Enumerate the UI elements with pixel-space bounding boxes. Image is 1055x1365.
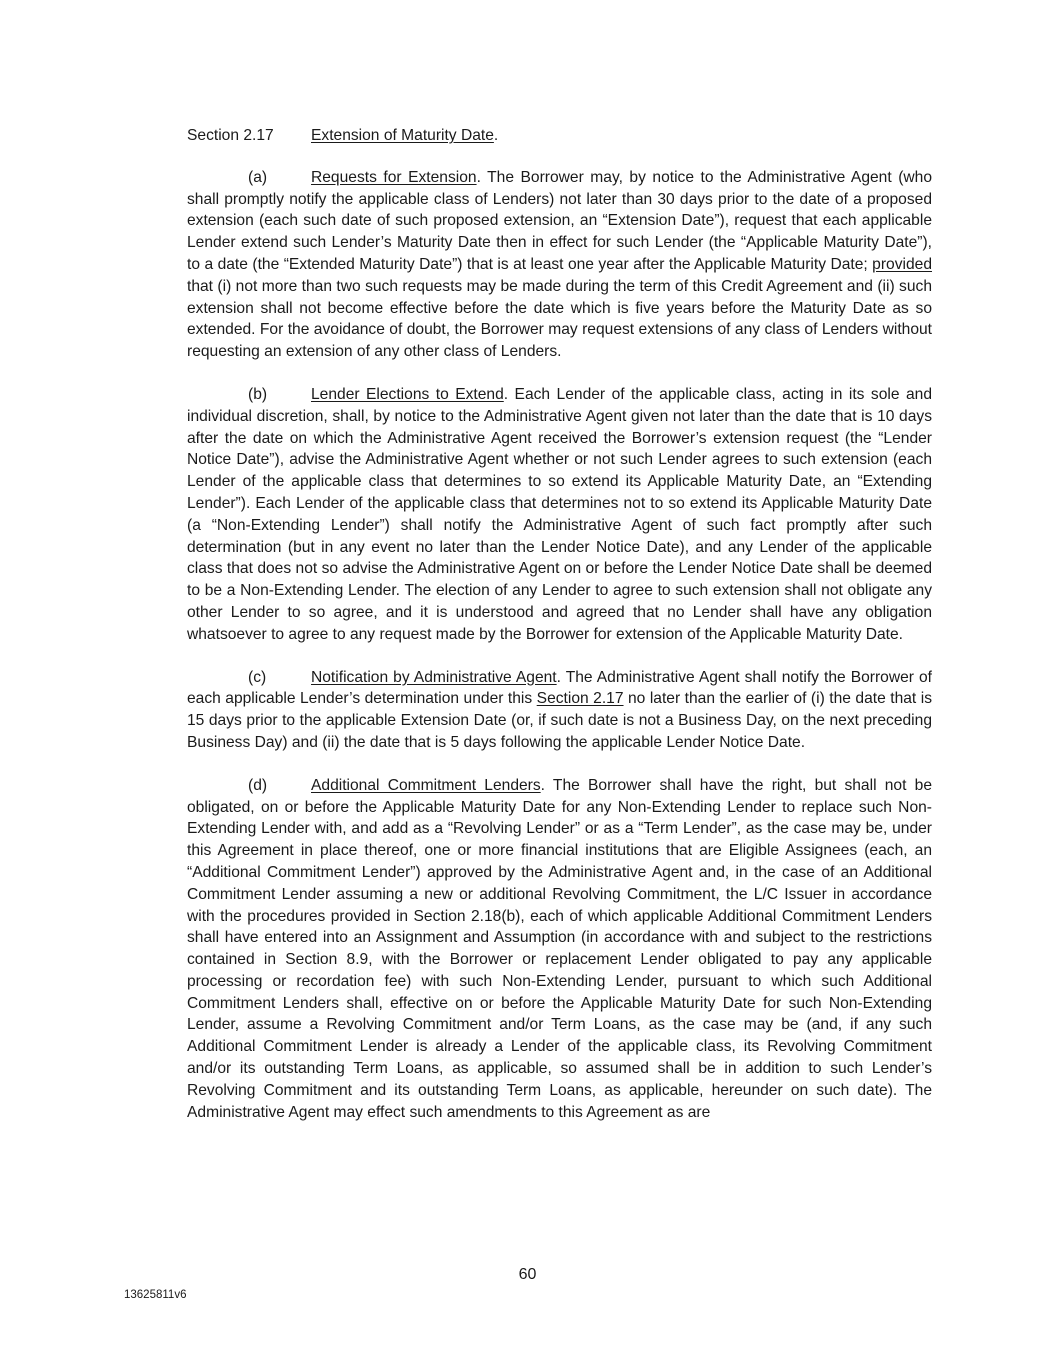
document-id: 13625811v6 <box>124 1289 187 1301</box>
paragraph-heading: Requests for Extension <box>311 168 477 186</box>
section-cross-reference: Section 2.17 <box>536 690 624 708</box>
paragraph-b <box>187 384 932 646</box>
paragraph-label: (a) <box>248 168 268 186</box>
section-title: Extension of Maturity Date <box>311 127 494 144</box>
page-number: 60 <box>518 1266 537 1283</box>
paragraph-text: . Each Lender of the applicable class, acting in its sole and individual discretion, shall, by notice to the Administrative Agent given not later than the date that is 10 days after the date on which the Administrative Agent received the Borrower’s extension request (the “Lender Notice Date”), advise the Administrative Agent whether or not such Lender agrees to such extension (each Lender of the applicable class that determines to so extend its Applicable Maturity Date, an “Extending Lender”). Each Lender of the applicable class that determines not to so extend its Applicable Maturity Date (a “Non-Extending Lender”) shall notify the Administrative Agent of such fact promptly after such determination (but in any event no later than the Lender Notice Date), and any Lender of the applicable class that does not so advise the Administrative Agent on or before the Lender Notice Date shall be deemed to be a Non-Extending Lender. The election of any Lender to agree to such extension shall not obligate any other Lender to so agree, and it is understood and agreed that no Lender shall have any obligation whatsoever to agree to any request made by the Borrower for extension of the Applicable Maturity Date. <box>187 385 932 643</box>
paragraph-heading: Additional Commitment Lenders <box>311 776 541 794</box>
paragraph-label: (b) <box>248 385 268 403</box>
section-heading <box>187 125 932 147</box>
document-body <box>187 125 932 1144</box>
paragraph-c <box>187 667 932 754</box>
paragraph-text: . The Administrative Agent shall notify the Borrower of each applicable Lender’s determination under this <box>187 668 932 708</box>
section-title-period: . <box>493 127 499 144</box>
provided-term: provided <box>872 255 932 273</box>
paragraph-a <box>187 167 932 363</box>
paragraph-label: (c) <box>248 668 267 686</box>
section-number: Section 2.17 <box>187 127 274 144</box>
paragraph-d <box>187 775 932 1124</box>
paragraph-heading: Notification by Administrative Agent <box>311 668 557 686</box>
paragraph-label: (d) <box>248 776 268 794</box>
paragraph-text: no later than the earlier of (i) the date that is 15 days prior to the applicable Extension Date (or, if such date is not a Business Day, on the next preceding Business Day) and (ii) the date that is 5 days following the applicable Lender Notice Date. <box>187 690 932 751</box>
paragraph-text: . The Borrower may, by notice to the Administrative Agent (who shall promptly notify the applicable class of Lenders) not later than 30 days prior to the date of a proposed extension (each such date of such proposed extension, an “Extension Date”), request that each applicable Lender extend such Lender’s Maturity Date then in effect for such Lender (the “Applicable Maturity Date”), to a date (the “Extended Maturity Date”) that is at least one year after the Applicable Maturity Date; <box>187 168 932 273</box>
paragraph-text: that (i) not more than two such requests may be made during the term of this Credit Agreement and (ii) such extension shall not become effective before the date which is five years before the Maturity Date as so extended. For the avoidance of doubt, the Borrower may request extensions of any class of Lenders without requesting an extension of any other class of Lenders. <box>187 277 932 361</box>
paragraph-heading: Lender Elections to Extend <box>311 385 504 403</box>
paragraph-text: . The Borrower shall have the right, but shall not be obligated, on or before the Applicable Maturity Date for any Non-Extending Lender to replace such Non-Extending Lender with, and add as a “Revolving Lender” or as a “Term Lender”, as the case may be, under this Agreement in place thereof, one or more financial institutions that are Eligible Assignees (each, an “Additional Commitment Lender”) approved by the Administrative Agent and, in the case of an Additional Commitment Lender assuming a new or additional Revolving Commitment, the L/C Issuer in accordance with the procedures provided in Section 2.18(b), each of which applicable Additional Commitment Lenders shall have entered into an Assignment and Assumption (in accordance with and subject to the restrictions contained in Section 8.9, with the Borrower or replacement Lender obligated to pay any applicable processing or recordation fee) with such Non-Extending Lender, pursuant to which such Additional Commitment Lenders shall, effective on or before the Applicable Maturity Date for such Non-Extending Lender, assume a Revolving Commitment and/or Term Loans, as the case may be (and, if any such Additional Commitment Lender is already a Lender of the applicable class, its Revolving Commitment and/or its outstanding Term Loans, as applicable, so assumed shall be in addition to such Lender’s Revolving Commitment and its outstanding Term Loans, as applicable, hereunder on such date). The Administrative Agent may effect such amendments to this Agreement as are <box>187 776 932 1121</box>
